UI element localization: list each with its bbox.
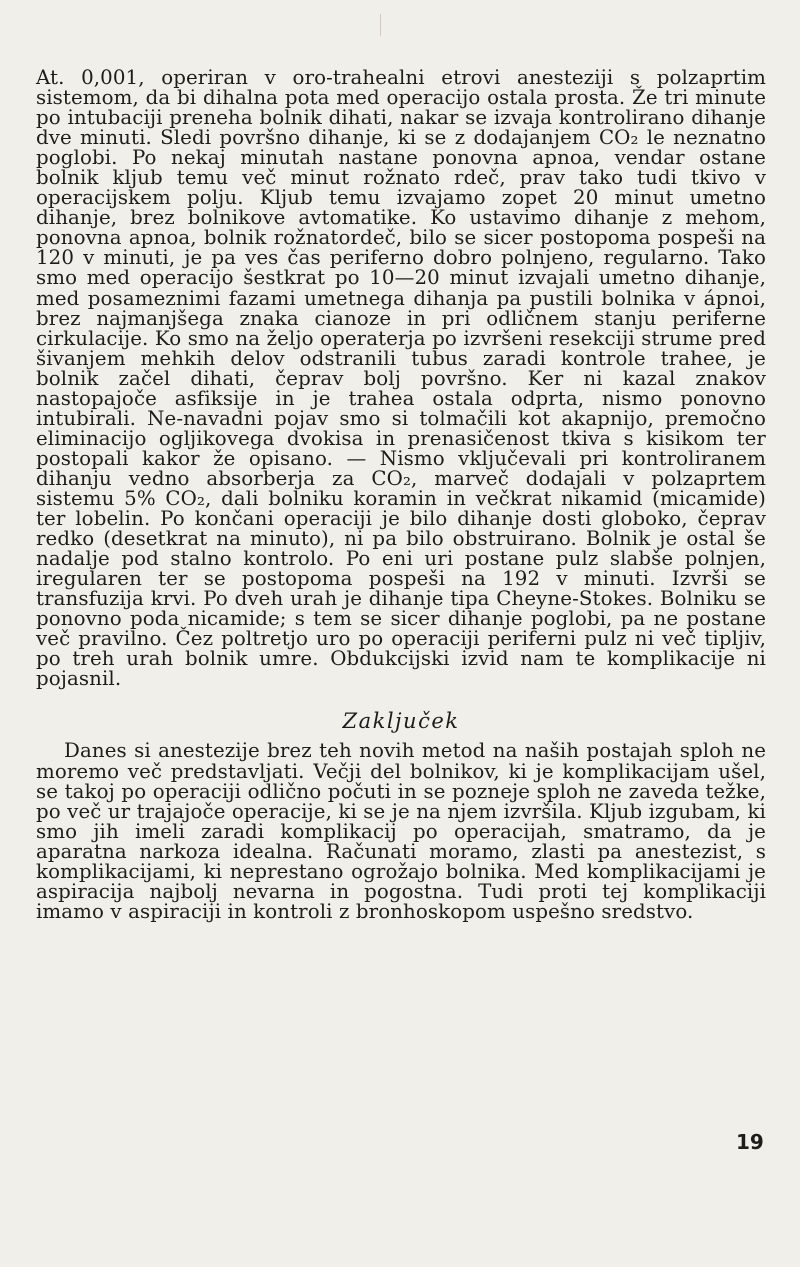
scan-speck bbox=[380, 14, 381, 36]
section-heading: Zaključek bbox=[342, 709, 460, 734]
page-number: 19 bbox=[736, 1130, 764, 1154]
conclusion-paragraph: Danes si anestezije brez teh novih metod na naših postajah sploh ne moremo več predstavljati. Večji del bolnikov, ki je komplikacijam ušel, se takoj po operaciji odlično počuti in se pozneje sploh ne zaveda težke, po več ur trajajoče operacije, ki se je na njem izvršila. Kljub izgubam, ki smo jih imeli zaradi komplikacij po operacijah, smatramo, da je aparatna narkoza idealna. Računati moramo, zlasti pa anestezist, s komplikacijami, ki neprestano ogrožajo bolnika. Med komplikacijami je aspiracija najbolj nevarna in pogostna. Tudi proti tej komplikaciji imamo v aspiraciji in kontroli z bronhoskopom uspešno sredstvo. bbox=[36, 739, 766, 923]
body-paragraph: At. 0,001, operiran v oro-trahealni etrovi anesteziji s polzaprtim sistemom, da bi dihalna pota med operacijo ostala prosta. Že tri minute po intubaciji preneha bolnik dihati, nakar se izvaja kontrolirano dihanje dve minuti. Sledi površno dihanje, ki se z dodajanjem CO₂ le neznatno poglobi. Po nekaj minutah nastane ponovna apnoa, vendar ostane bolnik kljub temu več minut rožnato rdeč, prav tako tudi tkivo v operacijskem polju. Kljub temu izvajamo zopet 20 minut umetno dihanje, brez bolnikove avtomatike. Ko ustavimo dihanje z mehom, ponovna apnoa, bolnik rožnatordeč, bilo se sicer postopoma pospeši na 120 v minuti, je pa ves čas periferno dobro polnjeno, regularno. Tako smo med operacijo šestkrat po 10—20 minut izvajali umetno dihanje, med posameznimi fazami umetnega dihanja pa pustili bolnika v ápnoi, brez najmanjšega znaka cianoze in pri odličnem stanju periferne cirkulacije. Ko smo na željo operaterja po izvršeni resekciji strume pred šivanjem mehkih delov odstranili tubus zaradi kontrole trahee, je bolnik začel dihati, čeprav bolj površno. Ker ni kazal znakov nastopajoče asfiksije in je trahea ostala odprta, nismo ponovno intubirali. Ne-navadni pojav smo si tolmačili kot akapnijo, premočno eliminacijo ogljikovega dvokisa in prenasičenost tkiva s kisikom ter postopali kakor že opisano. — Nismo vključevali pri kontroliranem dihanju vedno absorberja za CO₂, marveč dodajali v polzaprtem sistemu 5% CO₂, dali bolniku koramin in večkrat nikamid (micamide) ter lobelin. Po končani operaciji je bilo dihanje dosti globoko, čeprav redko (desetkrat na minuto), ni pa bilo obstruirano. Bolnik je ostal še nadalje pod stalno kontrolo. Po eni uri postane pulz slabše polnjen, iregularen ter se postopoma pospeši na 192 v minuti. Izvrši se transfuzija krvi. Po dveh urah je dihanje tipa Cheyne-Stokes. Bolniku se ponovno poda nicamide; s tem se sicer dihanje poglobi, pa ne postane več pravilno. Čez poltretjo uro po operaciji periferni pulz ni več tipljiv, po treh urah bolnik umre. Obdukcijski izvid nam te komplikacije ni pojasnil. bbox=[36, 66, 766, 691]
document-page bbox=[36, 68, 766, 922]
